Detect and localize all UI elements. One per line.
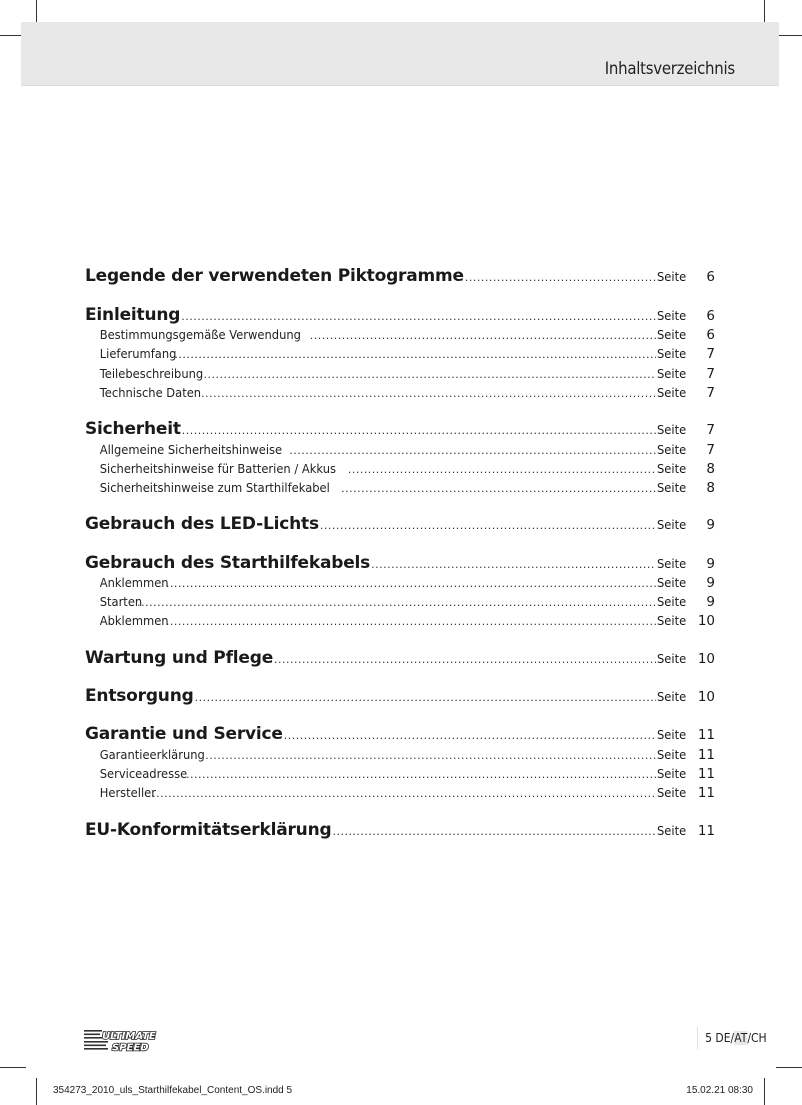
crop-mark	[776, 1067, 802, 1068]
toc-leader-dots	[284, 729, 657, 742]
toc-leader-dots	[465, 271, 656, 284]
toc-page-number: 7	[706, 442, 715, 458]
toc-page-number: 10	[697, 689, 715, 705]
toc-entry-label: Hersteller	[99, 785, 156, 800]
toc-leader-dots	[137, 596, 656, 609]
toc-subsection-entry[interactable]	[85, 785, 715, 801]
toc-section-entry[interactable]	[85, 648, 715, 668]
toc-seite-label: Seite	[657, 689, 687, 704]
toc-leader-dots	[205, 749, 656, 762]
toc-page-number: 11	[697, 727, 715, 743]
svg-text:SPEED: SPEED	[112, 1042, 149, 1053]
toc-page-number: 6	[706, 269, 715, 285]
toc-seite-label: Seite	[657, 613, 687, 628]
toc-page-number: 6	[706, 308, 715, 324]
toc-seite-label: Seite	[657, 269, 687, 284]
toc-leader-dots	[166, 577, 656, 590]
toc-subsection-entry[interactable]	[85, 366, 715, 382]
toc-seite-label: Seite	[657, 766, 687, 781]
toc-seite-label: Seite	[657, 366, 687, 381]
toc-page-number: 7	[706, 422, 715, 438]
toc-page-number: 9	[706, 517, 715, 533]
toc-leader-dots	[274, 653, 656, 666]
toc-entry-label: Gebrauch des LED-Lichts	[85, 514, 319, 534]
toc-seite-label: Seite	[657, 785, 687, 800]
toc-leader-dots	[182, 424, 657, 437]
toc-subsection-entry[interactable]	[85, 613, 715, 629]
toc-entry-label: Allgemeine Sicherheitshinweise	[99, 442, 283, 457]
toc-page-number: 6	[706, 327, 715, 343]
crop-mark	[764, 1078, 765, 1105]
toc-subsection-entry[interactable]	[85, 575, 715, 591]
toc-section-entry[interactable]	[85, 553, 715, 573]
toc-entry-label: Gebrauch des Starthilfekabels	[85, 553, 371, 573]
toc-entry-label: Teilebeschreibung	[99, 366, 204, 381]
toc-page-number: 8	[706, 480, 715, 496]
toc-subsection-entry[interactable]	[85, 480, 715, 496]
crop-mark	[0, 1067, 26, 1068]
page-title: Inhaltsverzeichnis	[604, 59, 735, 79]
toc-page-number: 11	[697, 766, 715, 782]
toc-entry-label: Starten	[99, 594, 143, 609]
page-number: 5	[705, 1031, 712, 1045]
toc-page-number: 7	[706, 366, 715, 382]
toc-seite-label: Seite	[657, 327, 687, 342]
toc-section-entry[interactable]	[85, 820, 715, 840]
toc-leader-dots	[186, 768, 656, 781]
toc-entry-label: Legende der verwendeten Piktogramme	[85, 266, 464, 286]
toc-section-entry[interactable]	[85, 514, 715, 534]
toc-leader-dots	[152, 787, 656, 800]
toc-entry-label: Sicherheit	[85, 419, 181, 439]
toc-leader-dots	[289, 444, 656, 457]
toc-seite-label: Seite	[657, 556, 687, 571]
toc-entry-label: Serviceadresse	[99, 766, 188, 781]
toc-leader-dots	[371, 558, 656, 571]
toc-page-number: 8	[706, 461, 715, 477]
toc-page-number: 11	[697, 785, 715, 801]
toc-section-entry[interactable]	[85, 419, 715, 439]
toc-leader-dots	[332, 825, 656, 838]
toc-seite-label: Seite	[657, 480, 687, 495]
toc-seite-label: Seite	[657, 422, 687, 437]
toc-section-entry[interactable]	[85, 686, 715, 706]
toc-entry-label: Abklemmen	[99, 613, 169, 628]
toc-entry-label: Einleitung	[85, 305, 181, 325]
toc-entry-label: Wartung und Pflege	[85, 648, 274, 668]
toc-entry-label: Anklemmen	[99, 575, 169, 590]
toc-page-number: 7	[706, 385, 715, 401]
toc-section-entry[interactable]	[85, 266, 715, 286]
toc-entry-label: Garantieerklärung	[99, 747, 205, 762]
region-code: DE/AT/CH	[715, 1031, 767, 1045]
toc-page-number: 11	[697, 747, 715, 763]
toc-seite-label: Seite	[657, 517, 687, 532]
toc-subsection-entry[interactable]	[85, 766, 715, 782]
toc-leader-dots	[204, 368, 657, 381]
toc-subsection-entry[interactable]	[85, 327, 715, 343]
ultimate-speed-logo	[84, 1027, 160, 1053]
header-band	[21, 22, 779, 86]
crop-mark	[36, 1078, 37, 1105]
toc-subsection-entry[interactable]	[85, 385, 715, 401]
toc-entry-label: Bestimmungsgemäße Verwendung	[99, 327, 301, 342]
toc-leader-dots	[348, 463, 656, 476]
toc-leader-dots	[195, 691, 657, 704]
toc-subsection-entry[interactable]	[85, 747, 715, 763]
toc-page-number: 9	[706, 594, 715, 610]
print-slug-date: 15.02.21 08:30	[686, 1085, 753, 1096]
page-number-box	[697, 1027, 767, 1049]
print-slug-filename: 354273_2010_uls_Starthilfekabel_Content_OS.indd 5	[53, 1085, 293, 1096]
toc-page-number: 7	[706, 346, 715, 362]
toc-entry-label: Lieferumfang	[99, 346, 177, 361]
toc-seite-label: Seite	[657, 651, 687, 666]
toc-subsection-entry[interactable]	[85, 461, 715, 477]
toc-seite-label: Seite	[657, 594, 687, 609]
toc-subsection-entry[interactable]	[85, 346, 715, 362]
toc-subsection-entry[interactable]	[85, 442, 715, 458]
svg-text:ULTIMATE: ULTIMATE	[102, 1031, 156, 1042]
toc-section-entry[interactable]	[85, 724, 715, 744]
toc-seite-label: Seite	[657, 575, 687, 590]
crop-mark	[776, 35, 802, 36]
toc-seite-label: Seite	[657, 727, 687, 742]
toc-entry-label: Entsorgung	[85, 686, 194, 706]
toc-seite-label: Seite	[657, 308, 687, 323]
toc-leader-dots	[320, 519, 656, 532]
toc-seite-label: Seite	[657, 385, 687, 400]
toc-leader-dots	[310, 329, 657, 342]
toc-subsection-entry[interactable]	[85, 594, 715, 610]
toc-page-number: 10	[697, 613, 715, 629]
toc-leader-dots	[201, 387, 656, 400]
toc-leader-dots	[166, 615, 656, 628]
toc-page-number: 11	[697, 823, 715, 839]
toc-seite-label: Seite	[657, 823, 687, 838]
toc-seite-label: Seite	[657, 747, 687, 762]
toc-leader-dots	[181, 310, 656, 323]
toc-leader-dots	[174, 348, 656, 361]
toc-seite-label: Seite	[657, 461, 687, 476]
toc-page-number: 9	[706, 575, 715, 591]
toc-section-entry[interactable]	[85, 305, 715, 325]
toc-entry-label: Garantie und Service	[85, 724, 283, 744]
toc-seite-label: Seite	[657, 346, 687, 361]
toc-page-number: 10	[697, 651, 715, 667]
toc-leader-dots	[341, 482, 656, 495]
toc-entry-label: Technische Daten	[99, 385, 202, 400]
toc-page-number: 9	[706, 556, 715, 572]
toc-seite-label: Seite	[657, 442, 687, 457]
toc-entry-label: Sicherheitshinweise zum Starthilfekabel	[99, 480, 330, 495]
toc-entry-label: Sicherheitshinweise für Batterien / Akkus	[99, 461, 337, 476]
toc-entry-label: EU-Konformitätserklärung	[85, 820, 332, 840]
